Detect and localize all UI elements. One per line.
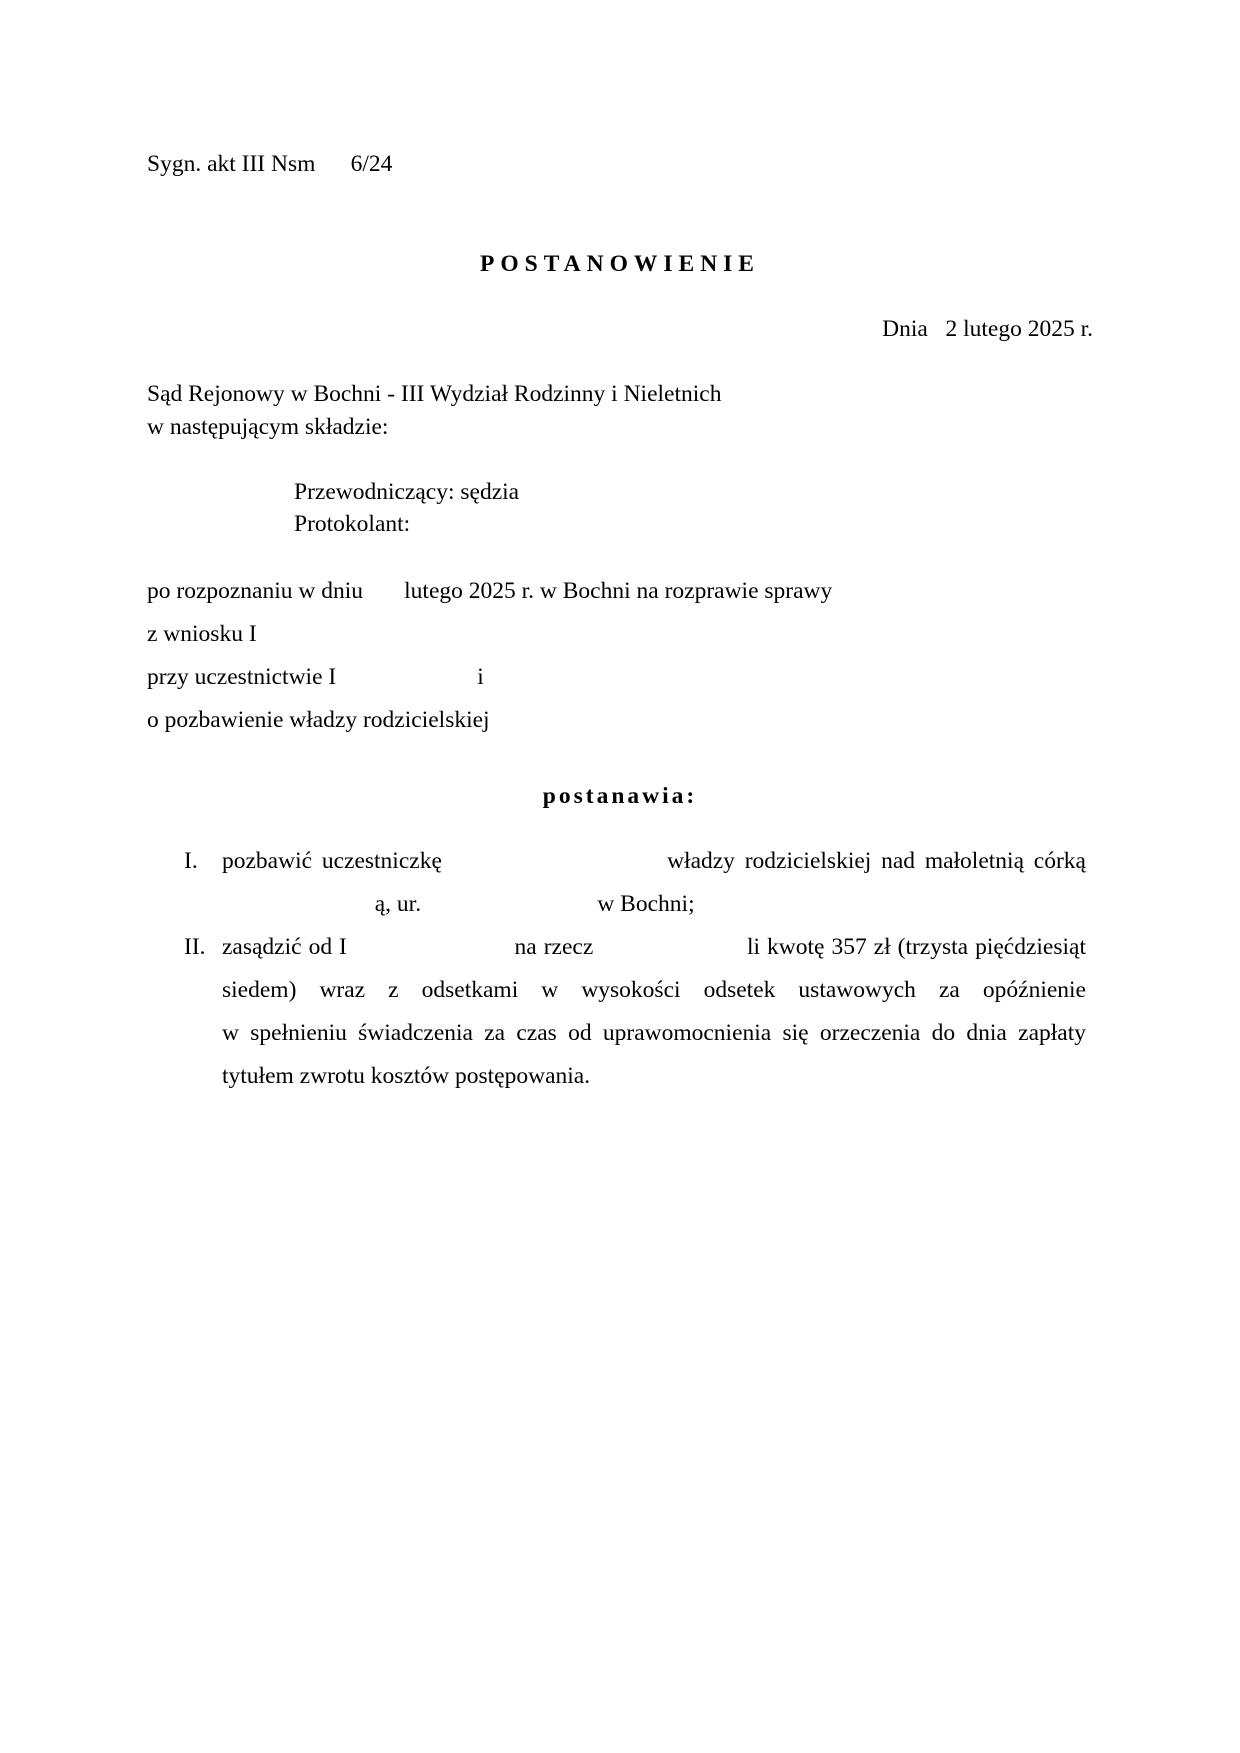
document-title: POSTANOWIENIE [480, 251, 760, 277]
ruling-item-line: tytułem zwrotu kosztów postępowania. [222, 1063, 591, 1089]
ruling-item-line: pozbawić uczestniczkę władzy rodzicielskiej nad małoletnią córką [222, 848, 1086, 874]
case-signature: Sygn. akt III Nsm 6/24 [147, 151, 393, 177]
court-name: Sąd Rejonowy w Bochni - III Wydział Rodzinny i Nieletnich [147, 381, 722, 407]
ruling-item-number: II. [184, 934, 206, 960]
case-subject: o pozbawienie władzy rodzicielskiej [147, 707, 490, 733]
ruling-item-line: w spełnieniu świadczenia za czas od uprawomocnienia się orzeczenia do dnia zapłaty [222, 1020, 1086, 1046]
hearing-statement: po rozpoznaniu w dniu lutego 2025 r. w Bochni na rozprawie sprawy [147, 578, 833, 604]
presiding-judge-label: Przewodniczący: sędzia [294, 479, 520, 505]
court-clerk-label: Protokolant: [294, 511, 411, 537]
court-composition-label: w następującym składzie: [147, 414, 389, 440]
ruling-item-line: ą, ur. w Bochni; [222, 891, 695, 917]
motion-statement: z wniosku I [147, 621, 257, 647]
ruling-date: Dnia 2 lutego 2025 r. [882, 316, 1093, 342]
ruling-heading: postanawia: [542, 783, 698, 809]
participants-statement: przy uczestnictwie I i [147, 664, 484, 690]
ruling-item-line: zasądzić od I na rzecz li kwotę 357 zł (trzysta pięćdziesiąt [222, 934, 1086, 960]
ruling-item-number: I. [184, 848, 198, 874]
ruling-item-line: siedem) wraz z odsetkami w wysokości odsetek ustawowych za opóźnienie [222, 977, 1086, 1003]
